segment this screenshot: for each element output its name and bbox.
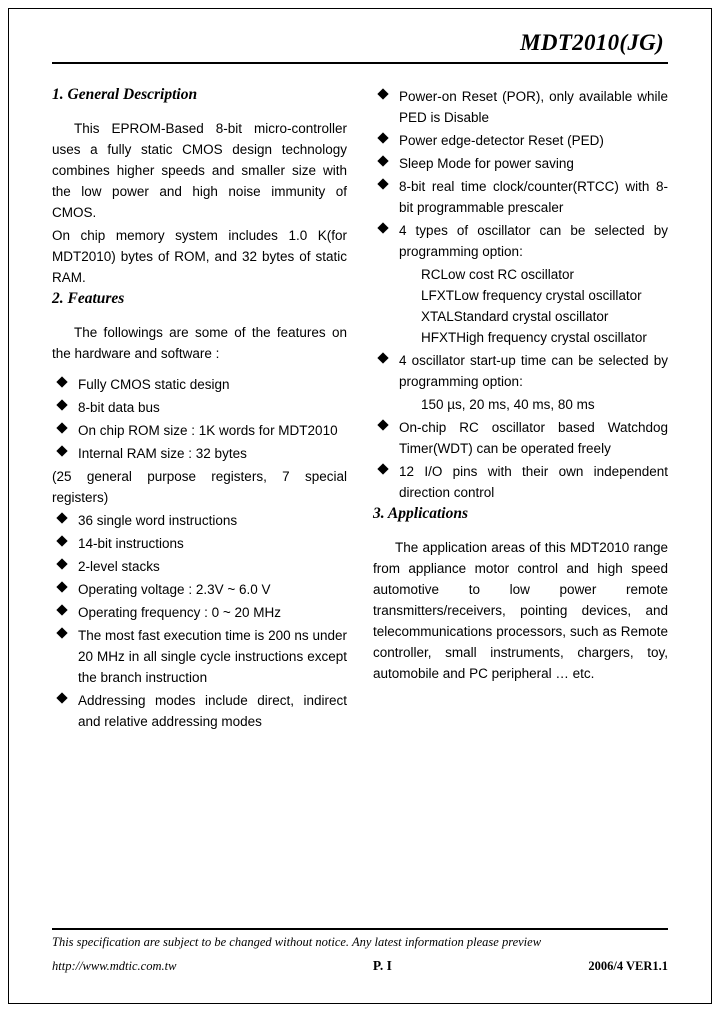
diamond-bullet-icon [377,419,388,430]
list-item [52,374,347,395]
oscillator-type-name: LFXT [421,288,455,303]
right-feature-list-2 [373,417,668,503]
general-description-paragraph-1: This EPROM-Based 8-bit micro-controller uses a fully static CMOS design technology combines higher speeds and smaller size with the low power and high noise immunity of CMOS. [52,121,347,220]
diamond-bullet-icon [377,88,388,99]
footer-disclaimer: This specification are subject to be changed without notice. Any latest information please preview [52,935,542,949]
footer-divider [52,928,668,930]
diamond-bullet-icon [56,445,67,456]
list-item [373,350,668,392]
list-item [52,397,347,418]
list-item [52,556,347,577]
column-gap [347,86,373,734]
list-item-text: The most fast execution time is 200 ns under 20 MHz in all single cycle instructions except the branch instruction [78,628,347,685]
oscillator-type-name: HFXT [421,330,457,345]
features-intro-paragraph: The followings are some of the features on the hardware and software : [52,325,347,361]
oscillator-type-list [373,264,668,348]
list-item [52,690,347,732]
diamond-bullet-icon [56,558,67,569]
features-list [52,374,347,732]
list-item-text: 8-bit data bus [78,400,160,415]
list-item-text: Internal RAM size : 32 bytes [78,446,247,461]
list-item [52,533,347,554]
diamond-bullet-icon [56,376,67,387]
applications-paragraph: The application areas of this MDT2010 range from appliance motor control and high speed automotive to low power remote transmitters/receivers, pointing devices, and telecommunications processors, such as Remote controller, small instruments, chargers, toy, automobile and PC peripheral … etc. [373,540,668,681]
diamond-bullet-icon [377,352,388,363]
footer-url-link[interactable]: http://www.mdtic.com.tw [52,959,177,973]
list-item-text: 4 types of oscillator can be selected by programming option: [399,223,668,259]
diamond-bullet-icon [56,512,67,523]
general-description-paragraph-2: On chip memory system includes 1.0 K(for MDT2010) bytes of ROM, and 32 bytes of static RAM. [52,228,347,285]
diamond-bullet-icon [56,581,67,592]
list-item [52,443,347,464]
diamond-bullet-icon [56,627,67,638]
list-item-text: 36 single word instructions [78,513,238,528]
footer-row [52,958,668,974]
diamond-bullet-icon [377,155,388,166]
section-heading-general-description: 1. General Description [52,86,198,103]
list-item-text: Fully CMOS static design [78,377,230,392]
page-header-title: MDT2010(JG) [520,30,664,55]
diamond-bullet-icon [377,463,388,474]
list-item-text: On chip ROM size : 1K words for MDT2010 [78,423,338,438]
header-divider [52,62,668,64]
diamond-bullet-icon [56,422,67,433]
list-item [373,176,668,218]
list-item [373,130,668,151]
diamond-bullet-icon [56,692,67,703]
two-column-body [52,86,668,734]
startup-times-value: 150 µs, 20 ms, 40 ms, 80 ms [421,397,595,412]
oscillator-type-desc: Low frequency crystal oscillator [454,288,642,303]
oscillator-type-item [421,306,668,327]
page-footer [52,928,668,974]
list-item-text: (25 general purpose registers, 7 special registers) [52,469,347,505]
list-item-text: Sleep Mode for power saving [399,156,574,171]
list-item-text: 8-bit real time clock/counter(RTCC) with 8-bit programmable prescaler [399,179,668,215]
footer-version: 2006/4 VER1.1 [588,959,668,973]
oscillator-type-desc: Standard crystal oscillator [453,309,609,324]
list-item-text: 2-level stacks [78,559,160,574]
list-item [52,420,347,441]
startup-time-list [373,350,668,392]
list-item [373,153,668,174]
list-item-text: Addressing modes include direct, indirect and relative addressing modes [78,693,347,729]
oscillator-type-desc: Low cost RC oscillator [440,267,575,282]
list-item [373,86,668,128]
oscillator-type-item [421,285,668,306]
list-item-text: 4 oscillator start-up time can be selected by programming option: [399,353,668,389]
oscillator-type-item [421,264,668,285]
left-column [52,86,347,734]
list-item [52,625,347,688]
diamond-bullet-icon [56,399,67,410]
section-heading-applications: 3. Applications [373,505,469,522]
list-item [373,461,668,503]
oscillator-type-item [421,327,668,348]
list-item [52,579,347,600]
section-heading-features: 2. Features [52,290,125,307]
oscillator-type-name: XTAL [421,309,454,324]
list-item-text: 14-bit instructions [78,536,184,551]
right-column [373,86,668,734]
list-item-text: 12 I/O pins with their own independent direction control [399,464,668,500]
diamond-bullet-icon [377,132,388,143]
list-item [52,510,347,531]
list-item-text: Operating frequency : 0 ~ 20 MHz [78,605,281,620]
oscillator-type-desc: High frequency crystal oscillator [456,330,647,345]
diamond-bullet-icon [377,222,388,233]
right-feature-list [373,86,668,262]
page-content [52,30,668,734]
list-item-text: Power edge-detector Reset (PED) [399,133,604,148]
list-item [373,417,668,459]
diamond-bullet-icon [56,535,67,546]
list-item-text: Power-on Reset (POR), only available while PED is Disable [399,89,668,125]
footer-page-number: P. I [372,958,392,973]
oscillator-type-name: RC [421,267,441,282]
list-item-text: Operating voltage : 2.3V ~ 6.0 V [78,582,271,597]
list-item [52,602,347,623]
list-item-text: On-chip RC oscillator based Watchdog Timer(WDT) can be operated freely [399,420,668,456]
list-item [373,220,668,262]
list-item-note [52,466,347,508]
diamond-bullet-icon [56,604,67,615]
diamond-bullet-icon [377,178,388,189]
